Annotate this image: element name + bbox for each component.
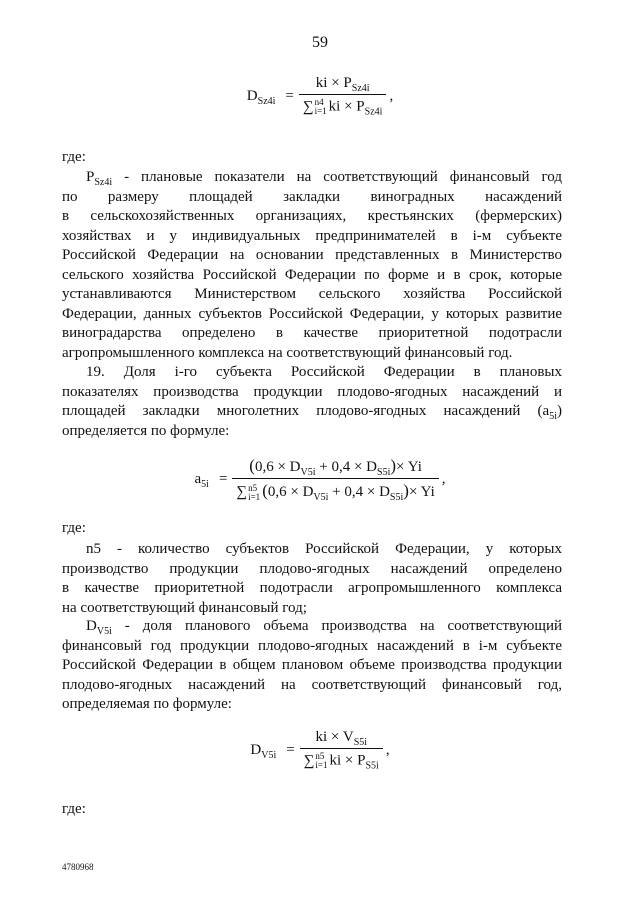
paragraph-line: агропромышленного комплекса на соответствующий финансовый год. [62,344,513,361]
formula-comma: , [385,741,390,758]
fraction-denominator: ∑ n5 i=1 ki × $P_{S5i}$ [300,748,383,770]
fraction-denominator: ∑ n5 i=1 $(0,6 \times D_{V5i} + 0,4 \times D_{S5i})\times Yi$ [232,478,438,502]
paragraph-line: $D_{V5i}$ - доля планового объема производства на соответствующий [86,618,562,637]
paragraph-line: виноградарства определено в качестве приоритетной подотрасли [62,325,562,341]
fraction-numerator: $(0,6 \times D_{V5i} + 0,4 \times D_{S5i})\times Yi$ [249,456,422,478]
formula-comma: , [389,87,394,104]
where-label-3: где: [62,801,86,817]
paragraph-line: n5 - количество субъектов Российской Федерации, у которых [86,541,562,557]
sum-operator: ∑ n4 i=1 [302,97,327,116]
page-number: 59 [312,34,328,51]
equals-sign: = [286,741,295,758]
paragraph-line: по размеру площадей закладки виноградных насаждений [62,188,562,205]
paragraph-line: плодово-ягодных насаждений на соответствующий финансовый год, [62,676,562,693]
fraction [232,457,438,502]
fraction [300,730,383,770]
paragraph-line: 19. Доля i-го субъекта Российской Федерации в плановых [86,364,562,380]
paragraph-line: в качестве приоритетной подотрасли агропромышленного комплекса [62,580,562,596]
formula-d-v5i [0,730,640,770]
definition-p-sz4i [62,168,562,363]
symbol-p-sz4i: $P_{Sz4i}$ [86,169,113,188]
paragraph-line: $P_{Sz4i}$ - плановые показатели на соответствующий финансовый год [86,169,562,188]
formula-d-sz4i [0,76,640,116]
sum-operator: ∑ n5 i=1 [236,482,261,502]
paragraph-line: сельского хозяйства Российской Федерации по форме и в срок, которые [62,266,562,283]
definition-n5 [62,540,562,618]
paragraph-line: финансовый год продукции плодово-ягодных насаждений в i-м субъекте [62,637,562,654]
paragraph-line: Российской Федерации на основании представленных в Министерство [62,247,562,263]
symbol-d-v5i: $D_{V5i}$ [86,618,112,637]
definition-d-v5i [62,617,562,715]
equals-sign: = [218,470,228,487]
equals-sign: = [285,87,294,104]
paragraph-line: площадей закладки многолетних плодово-ягодных насаждений $(a_{5i})$ [62,403,562,422]
paragraph-line: определяемая по формуле: [62,696,232,712]
formula-lhs: $D_{Sz4i}$ [246,87,276,107]
fraction [299,76,387,116]
formula-comma: , [441,470,446,487]
formula-lhs: $a_{5i}$ [194,470,209,490]
document-code: 4780968 [62,862,94,872]
where-label-1: где: [62,149,86,165]
formula-a-5i [0,457,640,502]
paragraph-line: Федерации, данных субъектов Российской Федерации, у которых развитие [62,305,562,322]
fraction-numerator: ki × $P_{Sz4i}$ [315,75,370,94]
formula-lhs: $D_{V5i}$ [250,741,277,761]
paragraph-line: производство продукции плодово-ягодных насаждений определено [62,560,562,577]
paragraph-line: на соответствующий финансовый год; [62,599,307,616]
section-19 [62,363,562,441]
fraction-denominator: ∑ n4 i=1 ki × $P_{Sz4i}$ [299,94,387,116]
paragraph-line: показателях производства продукции плодово-ягодных насаждений и [62,383,562,400]
paragraph-line: в сельскохозяйственных организациях, крестьянских (фермерских) [62,208,562,224]
where-label-2: где: [62,520,86,536]
paragraph-line: хозяйствах и у индивидуальных предпринимателей в i-м субъекте [62,227,562,244]
paragraph-line: определяется по формуле: [62,422,230,439]
paragraph-line: Российской Федерации в общем плановом объеме производства продукции [62,657,562,673]
fraction-numerator: ki × $V_{S5i}$ [315,729,368,748]
sum-operator: ∑ n5 i=1 [303,751,328,770]
paragraph-line: устанавливаются Министерством сельского хозяйства Российской [62,286,562,302]
